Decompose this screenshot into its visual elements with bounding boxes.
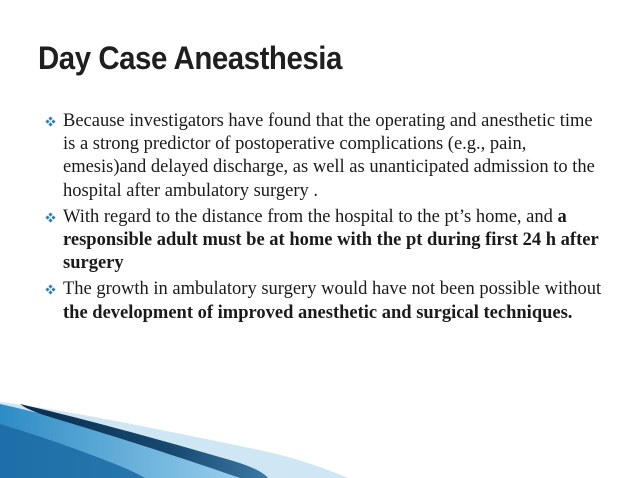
bullet-text: The growth in ambulatory surgery would have not been possible without — [63, 279, 602, 300]
bullet-list — [44, 110, 609, 328]
slide-title: Day Case Aneasthesia — [38, 40, 342, 76]
four-diamond-bullet-icon — [45, 284, 56, 295]
bullet-item — [44, 110, 609, 203]
bullet-bold-text: the development of improved anesthetic and surgical techniques. — [63, 302, 573, 323]
four-diamond-bullet-icon — [45, 116, 56, 127]
bullet-bold-text: a responsible adult must be at home with the pt during first 24 h after surgery — [63, 206, 599, 274]
bullet-item — [44, 206, 609, 276]
bullet-item — [44, 278, 609, 324]
four-diamond-bullet-icon — [45, 212, 56, 223]
bullet-text: Because investigators have found that the operating and anesthetic time is a strong predictor of postoperative complications (e.g., pain, emesis)and delayed discharge, as well as unanticipated admission to the hospital after ambulatory surgery . — [63, 111, 595, 201]
bullet-text: With regard to the distance from the hospital to the pt’s home, and — [63, 206, 558, 227]
